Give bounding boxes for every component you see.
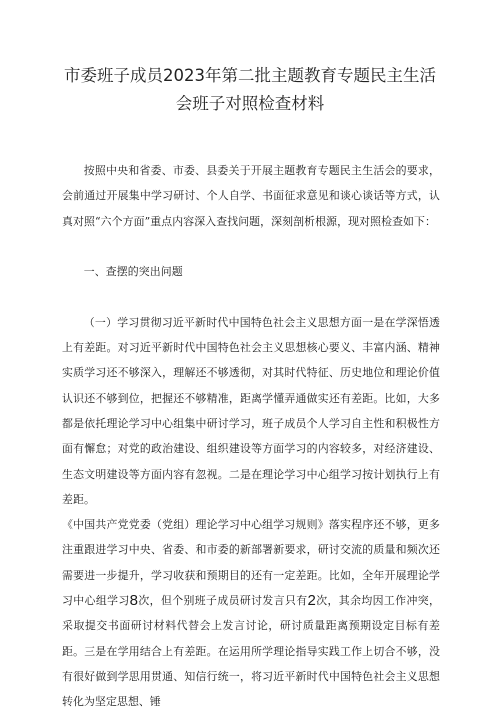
meeting-count: 8 <box>129 592 139 610</box>
body-paragraph-continued <box>62 512 440 714</box>
speech-count: 2 <box>307 592 316 610</box>
document-title-line-2: 会班子对照检查材料 <box>175 94 325 113</box>
section-heading: 一、查摆的突出问题 <box>83 265 183 279</box>
document-body <box>62 158 440 715</box>
intro-paragraph: 按照中央和省委、市委、县委关于开展主题教育专题民主生活会的要求，会前通过开展集中学习研讨、个人自学、书面征求意见和谈心谈话等方式，认真对照“六个方面”重点内容深入查找问题，深刻剖析根源，现对照检查如下： <box>62 164 440 228</box>
document-title-line-1: 市委班子成员2023年第二批主题教育专题民主生活 <box>64 66 436 85</box>
paragraph-text: 次，其余均因工作冲突，采取提交书面研讨材料代替会上发言讨论，研讨质量距离预期设定目标有差距。三是在学用结合上有差距。在运用所学理论指导实践工作上切合不够，没有很好做到学思用贯通、知信行统一，将习近平新时代中国特色社会主义思想转化为坚定思想、锤 <box>62 594 440 709</box>
paragraph-text: 《中国共产党党委（党组）理论学习中心组学习规则》落实程序还不够，更多注重跟进学习中央、省委、和市委的新部署新要求，研讨交流的质量和频次还需要进一步提升，学习收获和预期目的还有一定差距。比如，全年开展理论学习中心组学习 <box>62 518 440 608</box>
paragraph-text: 次，但个别班子成员研讨发言只有 <box>138 594 308 608</box>
body-paragraph: （一）学习贯彻习近平新时代中国特色社会主义思想方面一是在学深悟透上有差距。对习近平新时代中国特色社会主义思想核心要义、丰富内涵、精神实质学习还不够深入，理解还不够透彻，对其时代特征、历史地位和理论价值认识还不够到位，把握还不够精准，距离学懂弄通做实还有差距。比如，大多都是依托理论学习中心组集中研讨学习，班子成员个人学习自主性和积极性方面有懈怠；对党的政治建设、组织建设等方面学习的内容较多，对经济建设、生态文明建设等方面内容有忽视。二是在理论学习中心组学习按计划执行上有差距。 <box>62 315 440 506</box>
